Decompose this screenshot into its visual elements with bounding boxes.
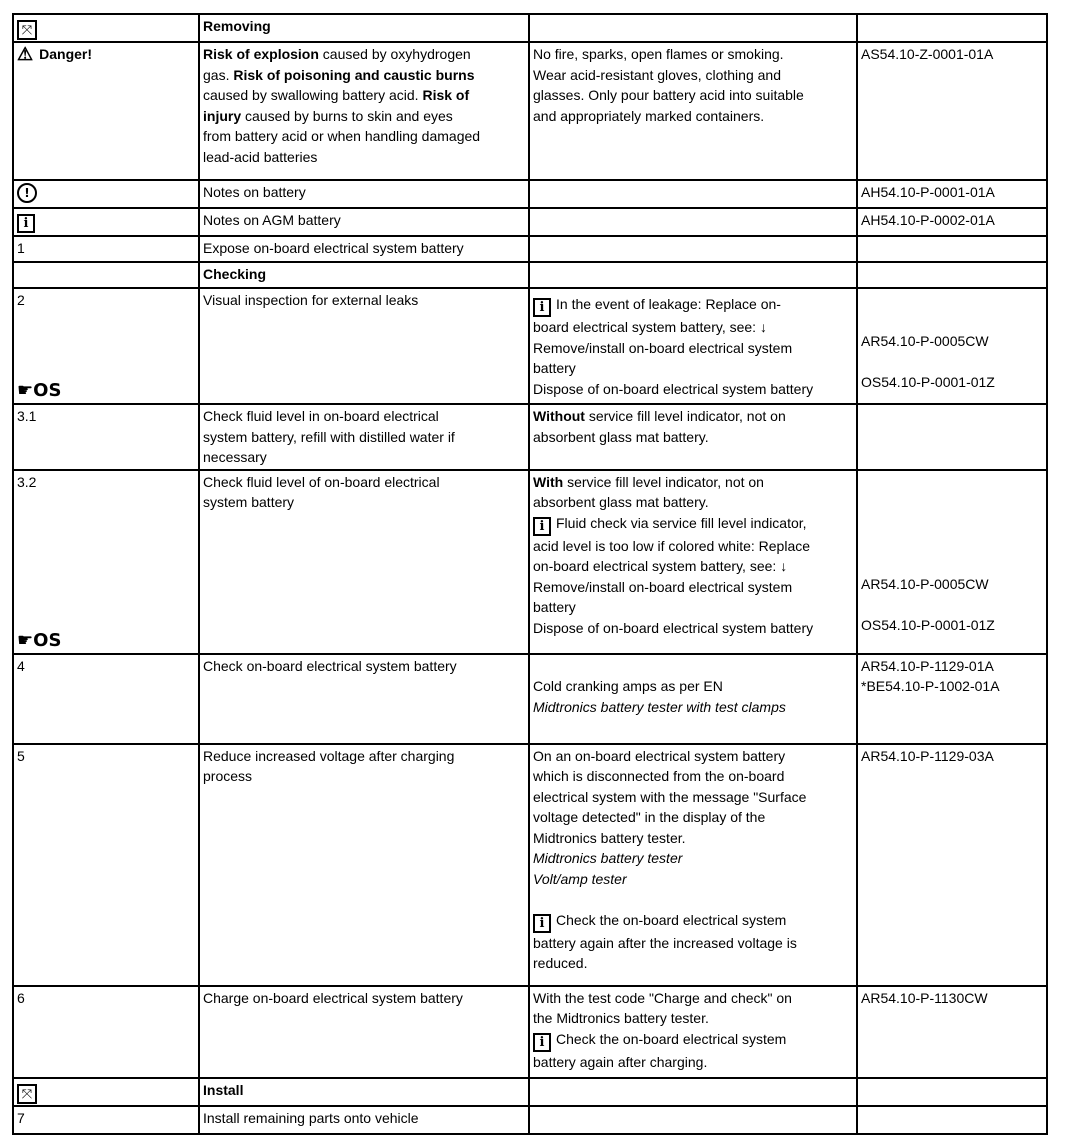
text-line (533, 406, 853, 427)
operation-cell (199, 470, 529, 654)
pointing-hand-icon: ☛ (17, 629, 34, 651)
remarks-cell (529, 236, 857, 262)
step-cell (13, 180, 199, 208)
document-reference-cell (857, 470, 1047, 654)
text-line (861, 311, 1043, 332)
table-row (13, 236, 1047, 262)
step-number: 3.2 (17, 473, 37, 490)
text: Dispose of on-board electrical system battery (533, 380, 814, 397)
text: Check fluid level of on-board electrical (203, 473, 440, 490)
warning-icon: ⚠ (17, 44, 34, 64)
step-number: 7 (17, 1109, 25, 1126)
text-line (533, 656, 853, 677)
step-cell (13, 744, 199, 986)
text-line (533, 1029, 853, 1052)
text: system battery, refill with distilled water if (203, 428, 455, 445)
step-cell (13, 262, 199, 288)
step-number: 4 (17, 657, 25, 674)
text: Install remaining parts onto vehicle (203, 1109, 419, 1126)
text[interactable]: *BE54.10-P-1002-01A (861, 678, 1000, 694)
text-line (861, 574, 1043, 595)
table-row (13, 654, 1047, 744)
document-reference-cell (857, 14, 1047, 42)
document-reference-cell (857, 208, 1047, 236)
step-number: 1 (17, 240, 25, 256)
text-line (203, 65, 525, 86)
text-line (203, 427, 525, 448)
text[interactable]: AR54.10-P-0005CW (861, 576, 989, 592)
text: glasses. Only pour battery acid into suitable (533, 87, 804, 103)
document-reference-cell (857, 236, 1047, 262)
procedure-table (12, 13, 1048, 1135)
text: which is disconnected from the on-board (533, 768, 785, 784)
text: Cold cranking amps as per EN (533, 678, 723, 694)
text[interactable]: AR54.10-P-1129-01A (861, 657, 994, 674)
step-cell (13, 1078, 199, 1106)
text-line (533, 106, 853, 127)
text: Charge on-board electrical system battery (203, 989, 463, 1006)
text-line (861, 492, 1043, 513)
document-reference-cell (857, 744, 1047, 986)
text-line (533, 65, 853, 86)
text-line (203, 210, 525, 231)
text-line (861, 656, 1043, 677)
step-cell (13, 236, 199, 262)
step-number: 3.1 (17, 408, 37, 424)
text: lead-acid batteries (203, 148, 318, 165)
text-line (861, 472, 1043, 493)
text-line (861, 533, 1043, 554)
step-cell (13, 986, 199, 1078)
text-line (861, 182, 1043, 203)
text: Check the on-board electrical system (556, 911, 787, 928)
text: caused by oxyhydrogen (318, 46, 471, 62)
info-icon: i (533, 517, 551, 536)
text: Expose on-board electrical system battery (203, 240, 464, 256)
expand-icon: ⤧ (17, 1084, 37, 1104)
bold-text: Checking (203, 266, 267, 282)
os-reference-icon (17, 630, 61, 651)
document-reference-cell (857, 180, 1047, 208)
table-row (13, 262, 1047, 288)
info-icon: i (533, 298, 551, 317)
step-cell (13, 404, 199, 470)
arrow-down-icon[interactable]: ↓ (780, 558, 788, 574)
text-line (533, 597, 853, 618)
text: and appropriately marked containers. (533, 107, 765, 124)
text-line (203, 1108, 525, 1129)
text-line (861, 331, 1043, 352)
text-line (203, 447, 525, 468)
text: Reduce increased voltage after charging (203, 747, 455, 764)
text: Notes on battery (203, 184, 306, 200)
step-cell (13, 288, 199, 404)
text-line (861, 746, 1043, 767)
expand-icon: ⤧ (17, 20, 37, 40)
text-line (533, 766, 853, 787)
text: With the test code "Charge and check" on (533, 989, 792, 1006)
text-line (861, 44, 1043, 65)
text-line (533, 44, 853, 65)
text[interactable]: AR54.10-P-1129-03A (861, 747, 994, 764)
text-line (861, 988, 1043, 1009)
text-line (533, 618, 853, 639)
text-line (861, 615, 1043, 636)
text: Midtronics battery tester. (533, 829, 686, 846)
table-row (13, 180, 1047, 208)
danger-label (17, 44, 92, 65)
text: electrical system with the message "Surface (533, 788, 807, 805)
text-line (203, 264, 525, 285)
bold-text: With (533, 473, 564, 490)
remarks-cell (529, 262, 857, 288)
operation-cell (199, 14, 529, 42)
text: caused by burns to skin and eyes (241, 107, 453, 124)
text-line (533, 910, 853, 933)
text: process (203, 768, 253, 784)
text: battery (533, 599, 576, 615)
text-line (861, 676, 1043, 697)
text-line (533, 379, 853, 400)
bold-text: Risk of poisoning and caustic burns (233, 66, 475, 83)
text[interactable]: AS54.10-Z-0001-01A (861, 46, 994, 62)
table-row (13, 404, 1047, 470)
text: acid level is too low if colored white: Replace (533, 537, 811, 554)
step-cell (13, 1106, 199, 1134)
table-row (13, 1078, 1047, 1106)
text: No fire, sparks, open flames or smoking. (533, 46, 784, 62)
text-line (533, 513, 853, 536)
bold-text: Install (203, 1081, 244, 1098)
text: In the event of leakage: Replace on- (556, 296, 781, 312)
bold-text: Risk of explosion (203, 46, 319, 62)
text: reduced. (533, 955, 588, 971)
text: Wear acid-resistant gloves, clothing and (533, 66, 781, 83)
operation-cell (199, 262, 529, 288)
text-line (533, 697, 853, 718)
text-line (533, 472, 853, 493)
text: board electrical system battery, see: (533, 319, 760, 335)
text-line (203, 766, 525, 787)
remarks-cell (529, 654, 857, 744)
italic-text: Midtronics battery tester (533, 850, 683, 866)
remarks-cell (529, 986, 857, 1078)
text: On an on-board electrical system battery (533, 747, 786, 764)
table-row (13, 744, 1047, 986)
text[interactable]: AR54.10-P-1130CW (861, 989, 988, 1006)
info-icon: i (533, 1033, 551, 1052)
step-number: 5 (17, 747, 25, 764)
text-line (203, 126, 525, 147)
text: service fill level indicator, not on (563, 473, 764, 490)
document-reference-cell (857, 288, 1047, 404)
text: Check the on-board electrical system (556, 1030, 787, 1047)
remarks-cell (529, 470, 857, 654)
text: battery again after charging. (533, 1053, 708, 1070)
table-row (13, 208, 1047, 236)
document-reference-cell (857, 404, 1047, 470)
text: service fill level indicator, not on (584, 408, 786, 424)
step-cell (13, 208, 199, 236)
text: Remove/install on-board electrical system (533, 578, 793, 595)
bold-text: injury (203, 107, 242, 124)
step-cell (13, 470, 199, 654)
table-row (13, 14, 1047, 42)
operation-cell (199, 236, 529, 262)
text-line (533, 556, 853, 577)
text-line (533, 988, 853, 1009)
text: battery again after the increased voltage is (533, 934, 797, 951)
text-line (533, 492, 853, 513)
text: battery (533, 360, 576, 376)
text-line (861, 352, 1043, 373)
table-row (13, 42, 1047, 180)
text-line (861, 595, 1043, 616)
info-icon: i (17, 214, 35, 233)
text-line (203, 492, 525, 513)
remarks-cell (529, 208, 857, 236)
text: gas. (203, 66, 234, 83)
text-line (533, 1052, 853, 1073)
remarks-cell (529, 42, 857, 180)
step-cell (13, 654, 199, 744)
operation-cell (199, 42, 529, 180)
text[interactable]: AR54.10-P-0005CW (861, 333, 989, 349)
os-reference-icon (17, 380, 61, 401)
operation-cell (199, 1078, 529, 1106)
text: Notes on AGM battery (203, 212, 341, 228)
text-line (533, 1008, 853, 1029)
text-line (533, 536, 853, 557)
step-cell (13, 42, 199, 180)
italic-text: Volt/amp tester (533, 870, 627, 887)
text[interactable]: OS54.10-P-0001-01Z (861, 374, 995, 390)
pointing-hand-icon: ☛ (17, 380, 34, 401)
text: voltage detected" in the display of the (533, 809, 766, 825)
operation-cell (199, 654, 529, 744)
text-line (203, 290, 525, 311)
table-row (13, 1106, 1047, 1134)
arrow-down-icon[interactable]: ↓ (759, 319, 767, 335)
os-label: OS (33, 380, 62, 401)
text-line (533, 577, 853, 598)
operation-cell (199, 288, 529, 404)
text-line (203, 106, 525, 127)
os-label: OS (33, 629, 62, 651)
text: Fluid check via service fill level indicator, (556, 514, 807, 531)
step-number: 6 (17, 989, 25, 1006)
text-line (203, 656, 525, 677)
operation-cell (199, 744, 529, 986)
text-line (203, 406, 525, 427)
text-line (861, 210, 1043, 231)
text-line (533, 807, 853, 828)
text-line (203, 472, 525, 493)
text-line (533, 869, 853, 890)
document-reference-cell (857, 1106, 1047, 1134)
remarks-cell (529, 180, 857, 208)
text-line (533, 317, 853, 338)
text: caused by swallowing battery acid. (203, 87, 423, 103)
text-line (533, 746, 853, 767)
text-line (533, 953, 853, 974)
text: Check fluid level in on-board electrical (203, 408, 439, 424)
operation-cell (199, 404, 529, 470)
danger-text: Danger! (39, 46, 93, 62)
text-line (533, 848, 853, 869)
remarks-cell (529, 744, 857, 986)
text-line (533, 294, 853, 317)
operation-cell (199, 208, 529, 236)
text-line (533, 85, 853, 106)
bold-text: Risk of (422, 87, 470, 103)
note-icon: ! (17, 183, 37, 203)
operation-cell (199, 180, 529, 208)
text-line (533, 828, 853, 849)
text-line (203, 85, 525, 106)
bold-text: Without (533, 408, 585, 424)
text-line (533, 358, 853, 379)
text-line (861, 513, 1043, 534)
text-line (533, 933, 853, 954)
text-line (533, 338, 853, 359)
text: absorbent glass mat battery. (533, 494, 709, 510)
text-line (203, 182, 525, 203)
text-line (861, 554, 1043, 575)
text: system battery (203, 494, 295, 510)
step-number: 2 (17, 292, 25, 308)
text: necessary (203, 449, 267, 465)
text[interactable]: AH54.10-P-0002-01A (861, 212, 995, 228)
text-line (533, 427, 853, 448)
text-line (203, 147, 525, 168)
operation-cell (199, 986, 529, 1078)
text: Visual inspection for external leaks (203, 292, 419, 308)
table-row (13, 288, 1047, 404)
text-line (533, 787, 853, 808)
document-reference-cell (857, 262, 1047, 288)
text: on-board electrical system battery, see: (533, 558, 781, 574)
text-line (533, 676, 853, 697)
text[interactable]: AH54.10-P-0001-01A (861, 184, 995, 200)
document-reference-cell (857, 1078, 1047, 1106)
text: Dispose of on-board electrical system battery (533, 619, 814, 636)
text-line (203, 746, 525, 767)
text-line (203, 1080, 525, 1101)
text-line (203, 16, 525, 37)
text: from battery acid or when handling damaged (203, 128, 481, 144)
text-line (861, 372, 1043, 393)
remarks-cell (529, 404, 857, 470)
text-line (533, 889, 853, 910)
remarks-cell (529, 1078, 857, 1106)
remarks-cell (529, 14, 857, 42)
text: Remove/install on-board electrical system (533, 339, 793, 356)
document-reference-cell (857, 986, 1047, 1078)
text[interactable]: OS54.10-P-0001-01Z (861, 617, 995, 633)
remarks-cell (529, 288, 857, 404)
text-line (861, 290, 1043, 311)
text: Check on-board electrical system battery (203, 657, 457, 674)
text: absorbent glass mat battery. (533, 428, 709, 445)
text-line (203, 44, 525, 65)
text-line (203, 988, 525, 1009)
info-icon: i (533, 914, 551, 933)
operation-cell (199, 1106, 529, 1134)
table-row (13, 470, 1047, 654)
text: the Midtronics battery tester. (533, 1010, 709, 1026)
step-cell (13, 14, 199, 42)
remarks-cell (529, 1106, 857, 1134)
document-reference-cell (857, 42, 1047, 180)
document-reference-cell (857, 654, 1047, 744)
italic-text: Midtronics battery tester with test clamps (533, 698, 786, 715)
bold-text: Removing (203, 18, 271, 34)
table-row (13, 986, 1047, 1078)
text-line (203, 238, 525, 259)
